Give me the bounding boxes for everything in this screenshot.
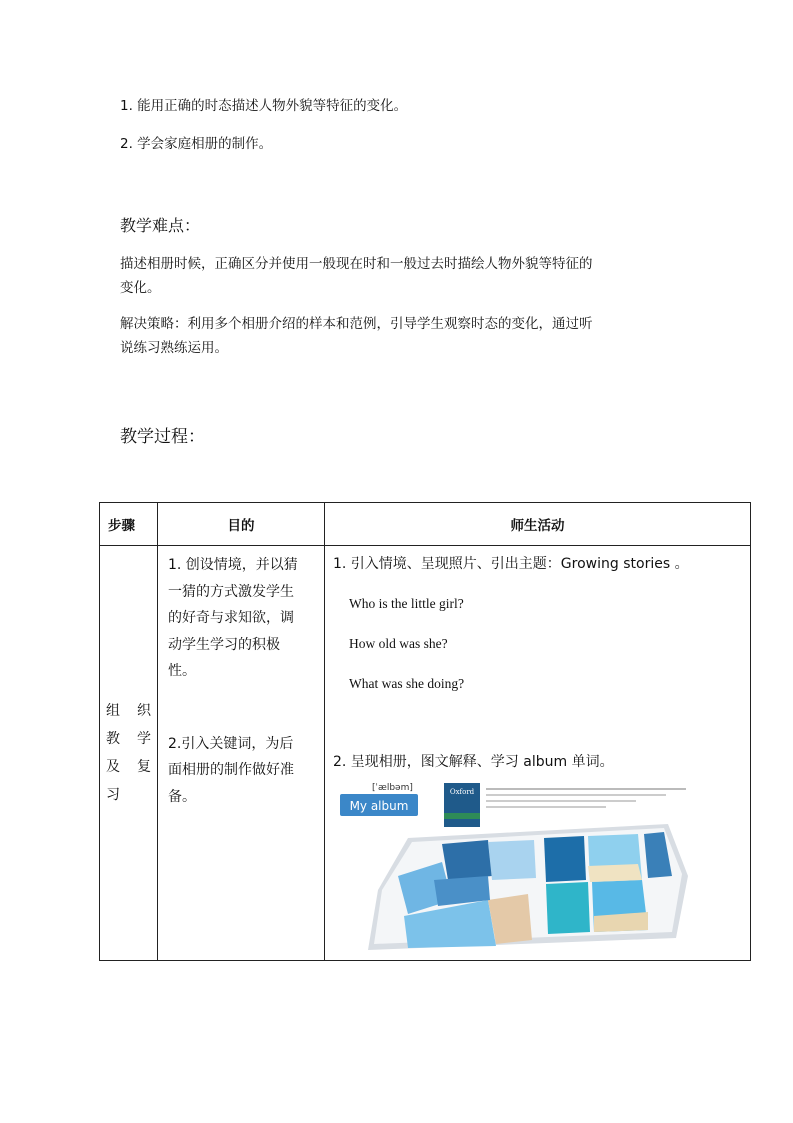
question-3: What was she doing?: [349, 676, 465, 691]
purpose-line: 备。: [168, 788, 196, 805]
strategy-text-1: 解决策略：利用多个相册介绍的样本和范例，引导学生观察时态的变化，通过听: [120, 316, 593, 332]
header-step: 步骤: [100, 503, 158, 546]
activity-2: 2. 呈现相册，图文解释、学习 album 单词。: [333, 754, 614, 770]
question-1: Who is the little girl?: [349, 596, 464, 611]
purpose-line: 性。: [168, 663, 196, 679]
purpose-line: 2.引入关键词，为后: [168, 735, 294, 752]
step-name-line: 及 复: [106, 759, 151, 775]
step-name-line: 教 学: [106, 731, 151, 747]
album-label-text: My album: [349, 799, 409, 813]
strategy-text-2: 说练习熟练运用。: [120, 340, 228, 356]
purpose-line: 1. 创设情境，并以猜: [168, 557, 298, 573]
difficulty-text-2: 变化。: [120, 280, 161, 296]
purpose-line: 一猜的方式激发学生: [168, 583, 294, 600]
table-header-row: [100, 503, 751, 546]
difficulty-text-1: 描述相册时候，正确区分并使用一般现在时和一般过去时描绘人物外貌等特征的: [120, 256, 593, 272]
activity-1: 1. 引入情境、呈现照片、引出主题：Growing stories 。: [333, 556, 689, 572]
process-heading: 教学过程：: [120, 427, 205, 447]
header-purpose: 目的: [158, 503, 325, 546]
objective-2: 2. 学会家庭相册的制作。: [120, 136, 273, 152]
purpose-line: 面相册的制作做好准: [168, 762, 294, 778]
difficulty-heading: 教学难点：: [120, 216, 201, 235]
step-name-line: 组 织: [106, 703, 151, 719]
purpose-cell: [158, 546, 325, 961]
activity-cell: [325, 546, 751, 961]
phonetic-text: [ˈælbəm]: [372, 783, 413, 793]
purpose-line: 动学生学习的积极: [168, 636, 280, 653]
step-cell: [100, 546, 158, 961]
table-row: [100, 546, 751, 961]
question-2: How old was she?: [349, 636, 448, 651]
objective-1: 1. 能用正确的时态描述人物外貌等特征的变化。: [120, 98, 408, 114]
step-name-line: 习: [106, 787, 120, 803]
header-activity: 师生活动: [325, 503, 751, 546]
book-title: Oxford: [449, 788, 475, 796]
teaching-steps-table: [99, 502, 751, 961]
photo-album-image: [338, 780, 690, 958]
purpose-line: 的好奇与求知欲，调: [168, 610, 294, 626]
